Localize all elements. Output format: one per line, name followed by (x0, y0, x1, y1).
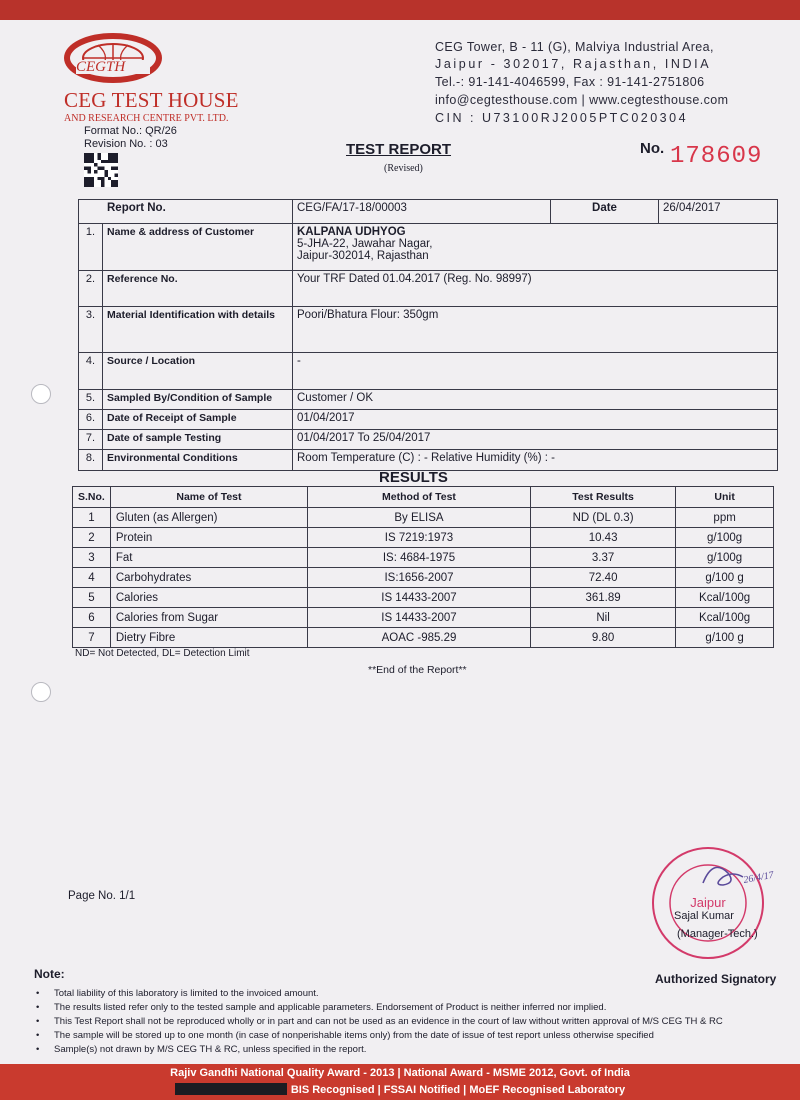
row-label: Environmental Conditions (103, 450, 293, 471)
cin-line: CIN : U73100RJ2005PTC020304 (435, 111, 689, 125)
row-value: 01/04/2017 (293, 410, 778, 430)
cell-sn: 7 (73, 628, 111, 648)
report-info-table (78, 199, 778, 471)
punch-hole (31, 682, 51, 702)
column-header: Name of Test (110, 487, 307, 508)
table-row (73, 568, 774, 588)
signer-role: (Manager-Tech.) (677, 928, 758, 940)
table-row (73, 508, 774, 528)
serial-number: 178609 (670, 143, 763, 170)
note-heading: Note: (34, 967, 65, 981)
info-row (79, 450, 778, 471)
row-number: 1. (79, 224, 103, 271)
cell-result: 72.40 (530, 568, 675, 588)
row-value: Poori/Bhatura Flour: 350gm (293, 307, 778, 353)
row-value: Your TRF Dated 01.04.2017 (Reg. No. 98997) (293, 271, 778, 307)
cell-unit: g/100 g (676, 628, 774, 648)
cell-sn: 2 (73, 528, 111, 548)
row-number: 4. (79, 353, 103, 390)
signer-name: Sajal Kumar (674, 910, 734, 922)
info-row (79, 224, 778, 271)
row-number: 5. (79, 390, 103, 410)
row-number: 7. (79, 430, 103, 450)
address-line: Jaipur - 302017, Rajasthan, INDIA (435, 57, 712, 71)
list-item: • Sample(s) not drawn by M/S CEG TH & RC, unless specified in the report. (34, 1043, 774, 1057)
info-row (79, 271, 778, 307)
column-header: Unit (676, 487, 774, 508)
cell-sn: 3 (73, 548, 111, 568)
company-subtitle: AND RESEARCH CENTRE PVT. LTD. (64, 113, 229, 124)
format-number: Format No.: QR/26 (84, 125, 177, 137)
row-number: 8. (79, 450, 103, 471)
report-title: TEST REPORT (346, 141, 452, 158)
cell-test-name: Calories from Sugar (110, 608, 307, 628)
cell-sn: 6 (73, 608, 111, 628)
cell-method: AOAC -985.29 (308, 628, 531, 648)
authorized-signatory: Authorized Signatory (655, 972, 777, 986)
list-item: • The sample will be stored up to one month (in case of nonperishable items only) from the date of issue of test report unless otherwise specified (34, 1029, 774, 1043)
revision-number: Revision No. : 03 (84, 138, 168, 150)
info-row (79, 410, 778, 430)
date-label: Date (551, 200, 659, 224)
cell-result: ND (DL 0.3) (530, 508, 675, 528)
svg-text:26/4/17: 26/4/17 (742, 869, 775, 886)
cell-method: IS 14433-2007 (308, 608, 531, 628)
row-value: Customer / OK (293, 390, 778, 410)
row-number: 2. (79, 271, 103, 307)
row-label: Source / Location (103, 353, 293, 390)
list-item: • Total liability of this laboratory is limited to the invoiced amount. (34, 987, 774, 1001)
cell-test-name: Protein (110, 528, 307, 548)
cell-test-name: Carbohydrates (110, 568, 307, 588)
report-subtitle: (Revised) (384, 163, 423, 174)
cell-unit: ppm (676, 508, 774, 528)
footer-recognitions-text: BIS Recognised | FSSAI Notified | MoEF Recognised Laboratory (290, 1084, 626, 1096)
top-color-band (0, 0, 800, 20)
cell-test-name: Fat (110, 548, 307, 568)
customer-name: KALPANA UDHYOG (297, 226, 406, 238)
cell-unit: Kcal/100g (676, 588, 774, 608)
column-header: S.No. (73, 487, 111, 508)
info-row (79, 390, 778, 410)
row-label: Material Identification with details (103, 307, 293, 353)
date-value: 26/04/2017 (659, 200, 778, 224)
cell-unit: g/100g (676, 528, 774, 548)
page-number: Page No. 1/1 (68, 890, 136, 902)
report-no-label: Report No. (79, 200, 293, 224)
cell-result: 3.37 (530, 548, 675, 568)
list-item: • The results listed refer only to the tested sample and applicable parameters. Endorsement of Product is neither inferred nor implied. (34, 1001, 774, 1015)
cell-method: By ELISA (308, 508, 531, 528)
footer-awards: Rajiv Gandhi National Quality Award - 2013 | National Award - MSME 2012, Govt. of India (170, 1067, 630, 1079)
list-item: • This Test Report shall not be reproduced wholly or in part and can not be used as an evidence in the court of law without written approval of M/S CEG TH & RC (34, 1015, 774, 1029)
cell-test-name: Dietry Fibre (110, 628, 307, 648)
cell-method: IS:1656-2007 (308, 568, 531, 588)
cell-sn: 5 (73, 588, 111, 608)
footer-recognitions (0, 1083, 800, 1096)
column-header: Method of Test (308, 487, 531, 508)
redacted-block (175, 1083, 287, 1095)
row-label: Date of sample Testing (103, 430, 293, 450)
cegth-logo (58, 25, 168, 87)
cell-unit: g/100g (676, 548, 774, 568)
table-row (73, 528, 774, 548)
row-value: - (293, 353, 778, 390)
phone-fax-line: Tel.-: 91-141-4046599, Fax : 91-141-2751806 (435, 75, 705, 89)
address-line: CEG Tower, B - 11 (G), Malviya Industrial Area, (435, 40, 714, 54)
results-header-row (73, 487, 774, 508)
report-no-value: CEG/FA/17-18/00003 (293, 200, 551, 224)
cell-result: Nil (530, 608, 675, 628)
notes-list (34, 987, 774, 1057)
company-stamp (648, 843, 775, 963)
customer-address-line: 5-JHA-22, Jawahar Nagar, (297, 238, 433, 250)
cell-method: IS: 4684-1975 (308, 548, 531, 568)
column-header: Test Results (530, 487, 675, 508)
cell-result: 361.89 (530, 588, 675, 608)
table-row (73, 628, 774, 648)
table-row (73, 588, 774, 608)
info-row (79, 353, 778, 390)
cell-result: 9.80 (530, 628, 675, 648)
qr-code-icon (84, 153, 118, 187)
row-number: 6. (79, 410, 103, 430)
company-name: CEG TEST HOUSE (64, 88, 239, 112)
row-number: 3. (79, 307, 103, 353)
cell-method: IS 7219:1973 (308, 528, 531, 548)
info-row (79, 430, 778, 450)
cell-test-name: Calories (110, 588, 307, 608)
serial-number-label: No. (640, 140, 665, 157)
customer-address-line: Jaipur-302014, Rajasthan (297, 250, 429, 262)
stamp-city: Jaipur (690, 895, 726, 910)
results-title: RESULTS (379, 469, 448, 486)
row-label: Name & address of Customer (103, 224, 293, 271)
logo-text: CEGTH (76, 59, 126, 75)
end-of-report: **End of the Report** (368, 664, 467, 676)
row-label: Sampled By/Condition of Sample (103, 390, 293, 410)
cell-unit: g/100 g (676, 568, 774, 588)
results-table (72, 486, 774, 648)
signature-scrawl (703, 867, 743, 885)
cell-sn: 4 (73, 568, 111, 588)
row-label: Reference No. (103, 271, 293, 307)
cell-result: 10.43 (530, 528, 675, 548)
punch-hole (31, 384, 51, 404)
cell-sn: 1 (73, 508, 111, 528)
customer-value (293, 224, 778, 271)
cell-test-name: Gluten (as Allergen) (110, 508, 307, 528)
nd-footnote: ND= Not Detected, DL= Detection Limit (75, 648, 250, 659)
row-value: 01/04/2017 To 25/04/2017 (293, 430, 778, 450)
row-value: Room Temperature (C) : - Relative Humidity (%) : - (293, 450, 778, 471)
table-row (73, 548, 774, 568)
cell-method: IS 14433-2007 (308, 588, 531, 608)
email-web-line: info@cegtesthouse.com | www.cegtesthouse.com (435, 93, 729, 107)
cell-unit: Kcal/100g (676, 608, 774, 628)
row-label: Date of Receipt of Sample (103, 410, 293, 430)
footer-band (0, 1064, 800, 1100)
info-row (79, 307, 778, 353)
table-row (73, 608, 774, 628)
